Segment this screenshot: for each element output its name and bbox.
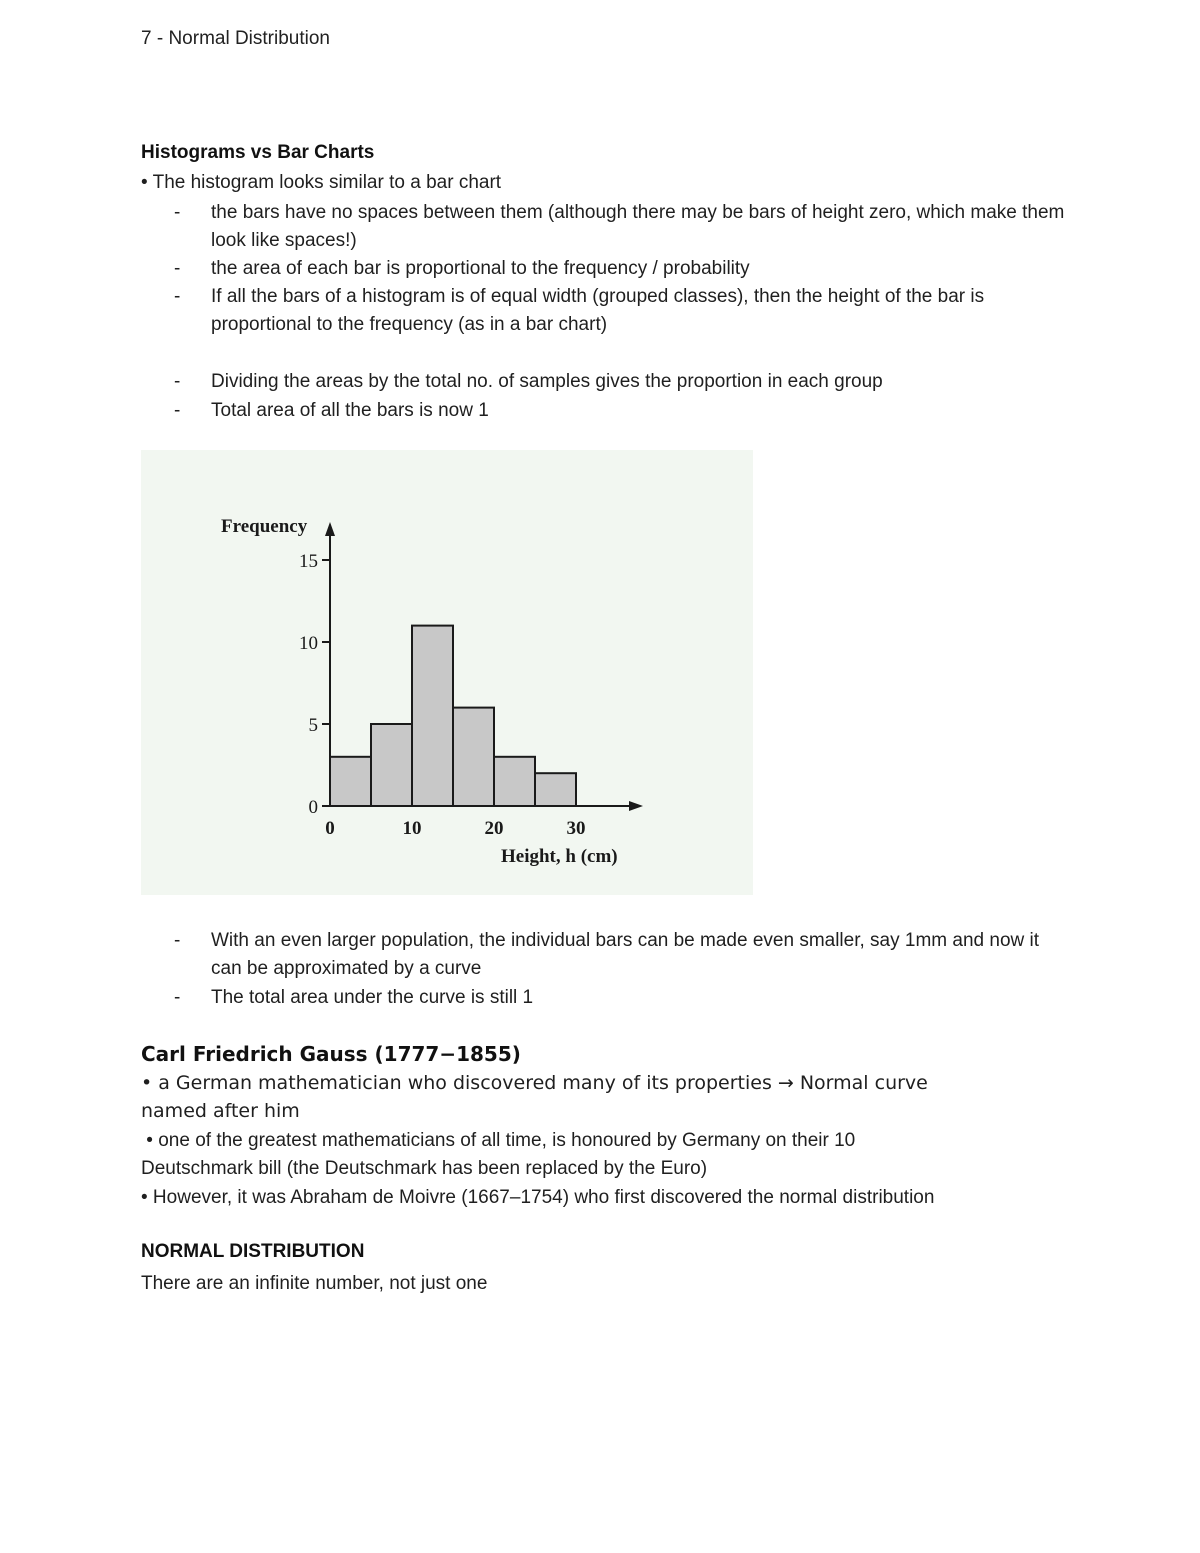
dash-marker: -: [174, 930, 181, 951]
x-tick-label: 0: [325, 818, 335, 839]
x-tick-label: 10: [402, 818, 422, 839]
dash-marker: -: [174, 258, 181, 279]
histogram-bar: [535, 773, 576, 806]
list-item: Dividing the areas by the total no. of samples gives the proportion in each group: [211, 371, 883, 392]
histogram-figure: [141, 450, 753, 895]
x-tick-label: 30: [566, 818, 586, 839]
dash-marker: -: [174, 286, 181, 307]
dash-marker: -: [174, 400, 181, 421]
list-item: the area of each bar is proportional to the frequency / probability: [211, 258, 750, 279]
histogram-bar: [412, 626, 453, 806]
gauss-text: • However, it was Abraham de Moivre (1667–1754) who first discovered the normal distribution: [141, 1187, 935, 1208]
x-tick-label: 20: [484, 818, 504, 839]
list-item: The total area under the curve is still 1: [211, 987, 534, 1008]
gauss-text: • one of the greatest mathematicians of all time, is honoured by Germany on their 10: [141, 1130, 856, 1151]
y-tick-label: 10: [299, 633, 318, 654]
gauss-text: • a German mathematician who discovered many of its properties → Normal curve: [141, 1072, 928, 1094]
dash-marker: -: [174, 202, 181, 223]
y-tick-label: 0: [308, 797, 318, 818]
list-item: Total area of all the bars is now 1: [211, 400, 489, 421]
list-item: With an even larger population, the individual bars can be made even smaller, say 1mm and now it can be approximated by a curve: [211, 930, 1040, 979]
intro-bullet: • The histogram looks similar to a bar chart: [141, 172, 502, 193]
page-header: 7 - Normal Distribution: [141, 28, 330, 49]
section-heading-gauss: Carl Friedrich Gauss (1777−1855): [141, 1042, 521, 1066]
dash-marker: -: [174, 371, 181, 392]
x-axis-label: Height, h (cm): [501, 846, 618, 867]
section-heading-normal: NORMAL DISTRIBUTION: [141, 1241, 365, 1262]
gauss-text: named after him: [141, 1100, 300, 1122]
list-item: If all the bars of a histogram is of equal width (grouped classes), then the height of the bar is proportional to the frequency (as in a bar chart): [211, 286, 985, 335]
dash-marker: -: [174, 987, 181, 1008]
normal-text: There are an infinite number, not just one: [141, 1273, 488, 1294]
histogram-bar: [494, 757, 535, 806]
gauss-text: Deutschmark bill (the Deutschmark has been replaced by the Euro): [141, 1158, 708, 1179]
y-axis-label: Frequency: [221, 516, 308, 537]
histogram-bar: [330, 757, 371, 806]
y-tick-label: 15: [299, 551, 318, 572]
list-item: the bars have no spaces between them (although there may be bars of height zero, which make them look like spaces!): [211, 202, 1065, 251]
y-axis-arrow: [325, 522, 335, 536]
y-tick-label: 5: [308, 715, 318, 736]
histogram-bar: [453, 708, 494, 806]
histogram-bar: [371, 724, 412, 806]
section-heading-histograms: Histograms vs Bar Charts: [141, 142, 375, 163]
x-axis-arrow: [629, 801, 643, 811]
histogram-chart: [141, 450, 753, 895]
